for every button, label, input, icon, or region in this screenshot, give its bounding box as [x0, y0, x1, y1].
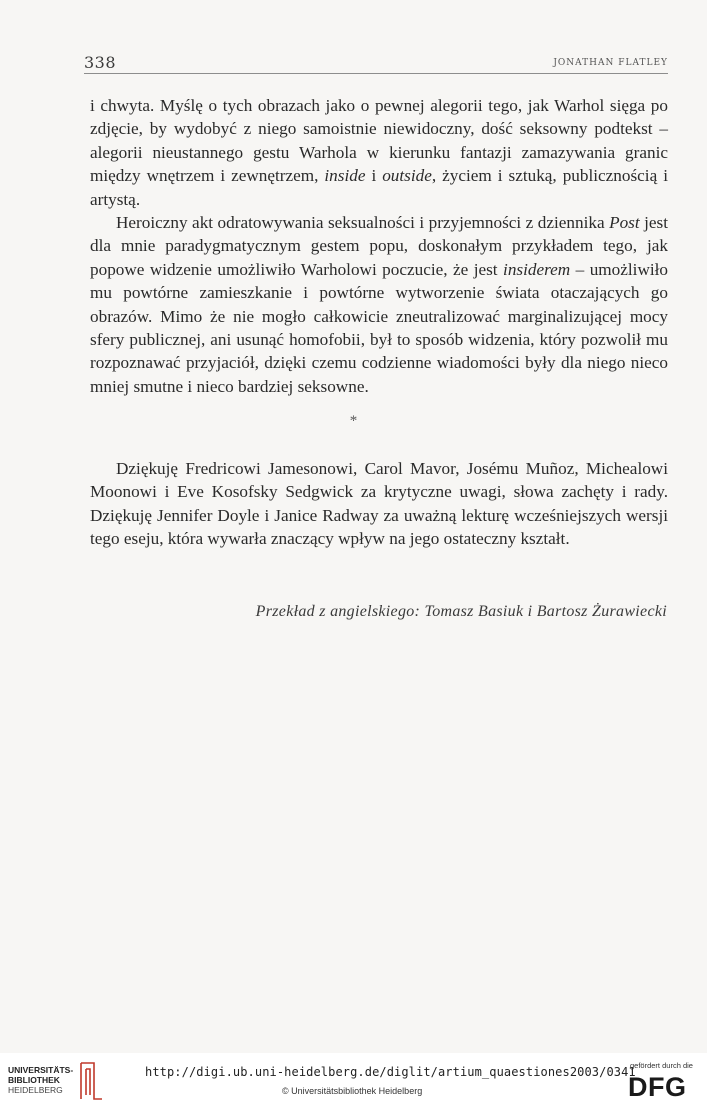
text-run: Heroiczny akt odratowywania seksualności i przyjemności z dziennika [116, 213, 610, 233]
library-name-line3: HEIDELBERG [8, 1085, 63, 1095]
italic-term: Post [609, 213, 640, 233]
library-name-line2: BIBLIOTHEK [8, 1075, 60, 1085]
library-emblem-icon [78, 1059, 106, 1103]
paragraph-2 [90, 211, 668, 398]
text-run: i chwyta. Myślę o tych obrazach jako o pewnej alegorii tego, jak Warhol sięga po zdjęcie, by wydobyć z niego samoistnie niewidoczny, dość seksowny podtekst – alegorii nieustannego gestu Warhola w kierunku fantazji zamazywania granic między wnętrzem i zewnętrzem, [90, 96, 668, 186]
italic-term: outside [382, 166, 432, 186]
page-number: 338 [84, 53, 117, 72]
dfg-logo[interactable] [628, 1061, 698, 1105]
copyright-notice: © Universitätsbibliothek Heidelberg [282, 1086, 423, 1096]
italic-term: insiderem [503, 259, 571, 279]
library-name [8, 1065, 73, 1095]
running-head: JONATHAN FLATLEY [553, 58, 668, 68]
text-run: jest dla mnie paradygmatycznym gestem popu, doskonałym przykładem tego, jak popowe widzenie umożliwiło Warholowi poczucie, że jest [90, 213, 668, 279]
section-separator: * [349, 413, 358, 429]
library-name-line1: UNIVERSITÄTS- [8, 1065, 74, 1075]
dfg-wordmark: DFG [628, 1072, 687, 1102]
body-text [90, 94, 668, 398]
translation-credit: Przekład z angielskiego: Tomasz Basiuk i Bartosz Żurawiecki [255, 603, 667, 620]
text-run: , życiem i sztuką, publicznością i artystą. [90, 166, 668, 209]
footer-bar [0, 1053, 707, 1109]
source-url-link[interactable]: http://digi.ub.uni-heidelberg.de/diglit/artium_quaestiones2003/0341 [145, 1065, 636, 1079]
paragraph-1 [90, 94, 668, 211]
text-run: – umożliwiło mu powtórne zamieszkanie i powtórne wytworzenie świata otaczających go obrazów. Mimo że nie mogło całkowicie zneutralizować marginalizującej mocy sfery publicznej, ani usunąć homofobii, był to sposób widzenia, który pozwolił mu rozpoznawać przyjaciół, dzięki czemu codzienne wiadomości były dla niego nieco mniej smutne i nieco bardziej seksowne. [90, 259, 668, 396]
acknowledgement-paragraph: Dziękuję Fredricowi Jamesonowi, Carol Mavor, Josému Muñoz, Michealowi Moonowi i Eve Kosofsky Sedgwick za krytyczne uwagi, słowa zachęty i rady. Dziękuję Jennifer Doyle i Janice Radway za uważną lekturę wcześniejszych wersji tego eseju, która wywarła znaczący wpływ na jego ostateczny kształt. [90, 459, 668, 549]
italic-term: inside [324, 166, 366, 186]
library-logo[interactable] [8, 1065, 138, 1101]
page-header [84, 53, 668, 74]
funded-by-label: gefördert durch die [630, 1061, 693, 1070]
text-run: i [365, 166, 383, 186]
